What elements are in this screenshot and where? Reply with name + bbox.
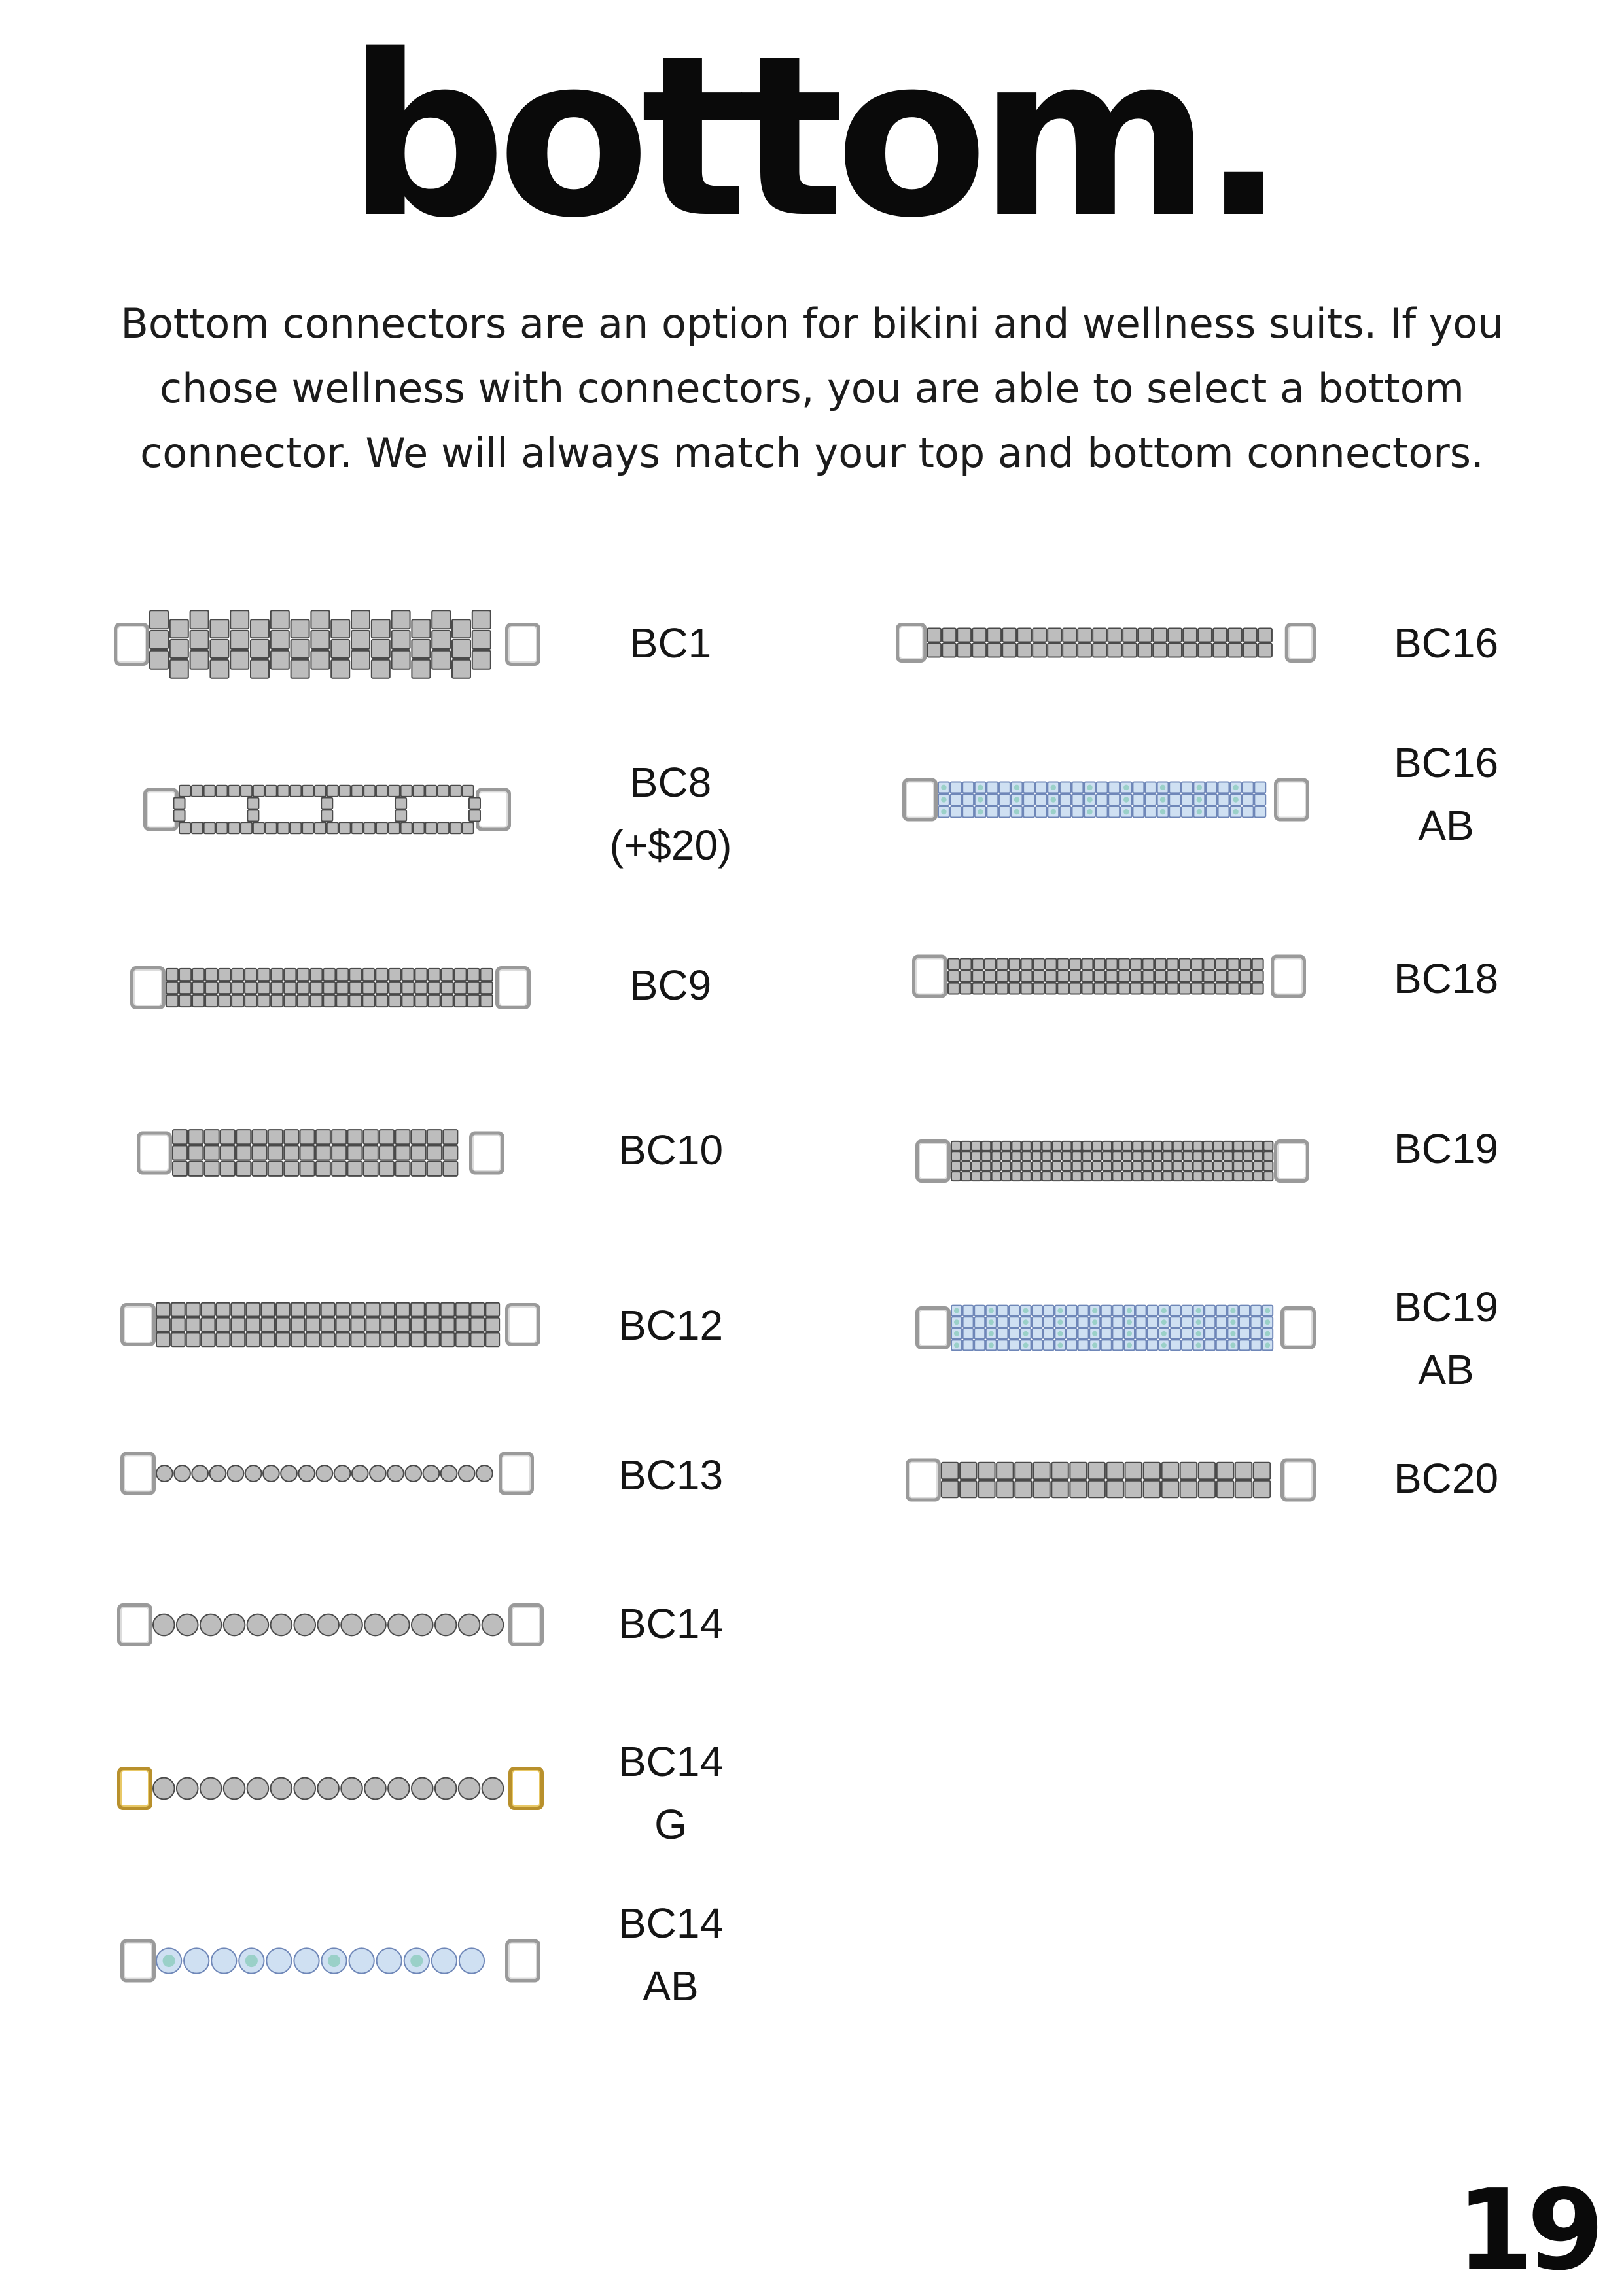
connector-image [121, 1298, 540, 1351]
right-buckle [510, 1605, 542, 1644]
rhinestone-band [153, 1614, 503, 1636]
connector-label-line: BC14 [618, 1600, 724, 1647]
connector-label-line: BC14 [618, 1900, 724, 1947]
left-buckle [132, 968, 164, 1007]
left-buckle [119, 1769, 150, 1808]
connector-label-line: BC12 [618, 1302, 724, 1349]
left-buckle [908, 1461, 939, 1500]
left-buckle [122, 1305, 154, 1344]
right-buckle [1276, 780, 1307, 820]
connector-label-line: BC10 [618, 1126, 724, 1174]
left-buckle [116, 625, 147, 664]
connector-label [1335, 1447, 1557, 1510]
right-buckle [501, 1454, 532, 1493]
connector-label-line: AB [643, 1962, 699, 2009]
left-buckle [122, 1454, 154, 1493]
connector-label-line: BC13 [618, 1452, 724, 1499]
connector-image [896, 625, 1315, 661]
left-buckle [898, 625, 925, 661]
connector-label-line: G [654, 1801, 687, 1848]
right-buckle [507, 1941, 538, 1981]
rhinestone-band [951, 1141, 1273, 1181]
connector-label-line: BC1 [629, 619, 712, 667]
connector-label-line: BC8 [629, 759, 712, 806]
connector-label [559, 1892, 782, 2017]
left-buckle [917, 1141, 949, 1181]
connector-label [559, 1444, 782, 1506]
right-buckle [1287, 625, 1314, 661]
connector-label [559, 751, 782, 877]
page-title: bottom. [347, 8, 1277, 267]
connector-label-line: AB [1418, 802, 1474, 849]
connector-label [559, 612, 782, 674]
connector-label-line: BC16 [1393, 739, 1499, 786]
right-buckle [510, 1769, 542, 1808]
rhinestone-band [951, 1306, 1273, 1351]
connector-label [559, 954, 782, 1017]
rhinestone-band [156, 1303, 499, 1347]
connector-image [137, 1125, 504, 1181]
left-buckle [904, 780, 936, 820]
connector-label-line: BC14 [618, 1738, 724, 1785]
rhinestone-band [166, 969, 493, 1007]
left-buckle [139, 1134, 170, 1173]
connector-image [916, 1138, 1309, 1184]
connector-image [906, 1455, 1315, 1505]
right-buckle [1276, 1141, 1307, 1181]
right-buckle [507, 1305, 538, 1344]
connector-image [913, 955, 1305, 998]
right-buckle [471, 1134, 503, 1173]
connector-label [1335, 731, 1557, 857]
rhinestone-band [938, 782, 1265, 817]
connector-label-line: AB [1418, 1346, 1474, 1393]
connector-label-line: BC9 [629, 962, 712, 1009]
connector-label-line: BC19 [1393, 1283, 1499, 1331]
connector-label [559, 1592, 782, 1655]
rhinestone-band [153, 1778, 503, 1800]
connector-image [118, 1766, 543, 1811]
connector-image [121, 1933, 540, 1989]
rhinestone-band [150, 610, 491, 678]
rhinestone-band [927, 629, 1272, 657]
connector-label [559, 1119, 782, 1181]
connector-image [144, 778, 510, 841]
intro-paragraph: Bottom connectors are an option for bikini and wellness suits. If you chose wellness with connectors, you are able to select a bottom connector. We will always match your top and bottom connectors. [120, 300, 1504, 477]
connector-image [903, 778, 1309, 821]
connector-label-line: BC18 [1393, 955, 1499, 1002]
connector-label-line: BC19 [1393, 1125, 1499, 1172]
right-buckle [1273, 957, 1304, 996]
left-buckle [119, 1605, 150, 1644]
connector-image [916, 1302, 1315, 1354]
right-buckle [497, 968, 529, 1007]
connector-label [559, 1730, 782, 1856]
rhinestone-band [173, 786, 480, 834]
rhinestone-band [948, 958, 1263, 994]
left-buckle [122, 1941, 154, 1981]
rhinestone-band [156, 1948, 484, 1973]
rhinestone-band [156, 1465, 493, 1482]
left-buckle [914, 957, 945, 996]
right-buckle [1282, 1461, 1314, 1500]
connector-image [131, 965, 530, 1011]
page-number: 19 [1456, 2166, 1598, 2295]
right-buckle [507, 625, 538, 664]
connector-label [1335, 947, 1557, 1010]
connector-label-line: BC16 [1393, 619, 1499, 667]
connector-label [1335, 612, 1557, 674]
connector-image [118, 1603, 543, 1647]
connector-label-line: BC20 [1393, 1455, 1499, 1502]
rhinestone-band [942, 1463, 1270, 1498]
left-buckle [145, 790, 177, 829]
connector-label [1335, 1117, 1557, 1180]
right-buckle [478, 790, 509, 829]
left-buckle [917, 1308, 949, 1348]
rhinestone-band [173, 1130, 457, 1176]
connector-label-line: (+$20) [609, 822, 732, 869]
connector-label [1335, 1276, 1557, 1401]
right-buckle [1282, 1308, 1314, 1348]
connector-label [559, 1294, 782, 1357]
connector-image [121, 1452, 533, 1495]
connector-image [115, 612, 540, 677]
